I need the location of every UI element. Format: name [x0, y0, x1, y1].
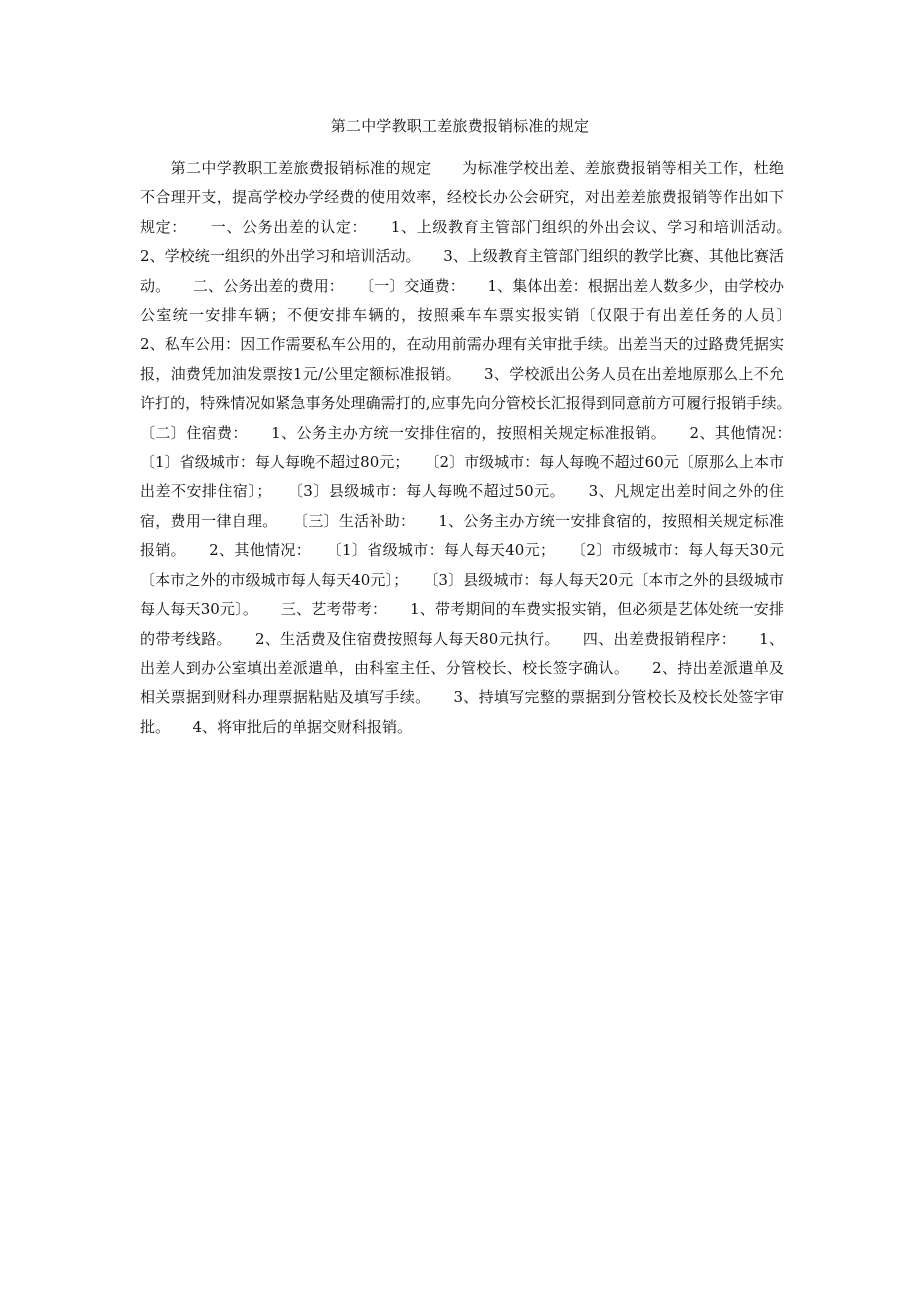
document-body-paragraph: 第二中学教职工差旅费报销标准的规定 为标准学校出差、差旅费报销等相关工作，杜绝不合理开支，提高学校办学经费的使用效率，经校长办公会研究，对出差差旅费报销等作出如下规定： 一、公务出差的认定： 1、上级教育主管部门组织的外出会议、学习和培训活动。 2、学校统一组织的外出学习和培训活动。 3、上级教育主管部门组织的教学比赛、其他比赛活动。 二、公务出差的费用： 〔一〕交通费： 1、集体出差：根据出差人数多少，由学校办公室统一安排车辆；不便安排车辆的，按照乘车车票实报实销〔仅限于有出差任务的人员〕 2、私车公用：因工作需要私车公用的，在动用前需办理有关审批手续。出差当天的过路费凭据实报，油费凭加油发票按1元/公里定额标准报销。 3、学校派出公务人员在出差地原那么上不允许打的，特殊情况如紧急事务处理确需打的,应事先向分管校长汇报得到同意前方可履行报销手续。 〔二〕住宿费： 1、公务主办方统一安排住宿的，按照相关规定标准报销。 2、其他情况： 〔1〕省级城市：每人每晚不超过80元； 〔2〕市级城市：每人每晚不超过60元〔原那么上本市出差不安排住宿〕； 〔3〕县级城市：每人每晚不超过50元。 3、凡规定出差时间之外的住宿，费用一律自理。 〔三〕生活补助： 1、公务主办方统一安排食宿的，按照相关规定标准报销。 2、其他情况： 〔1〕省级城市：每人每天40元； 〔2〕市级城市：每人每天30元〔本市之外的市级城市每人每天40元〕； 〔3〕县级城市：每人每天20元〔本市之外的县级城市每人每天30元〕。 三、艺考带考： 1、带考期间的车费实报实销，但必须是艺体处统一安排的带考线路。 2、生活费及住宿费按照每人每天80元执行。 四、出差费报销程序： 1、出差人到办公室填出差派遣单，由科室主任、分管校长、校长签字确认。 2、持出差派遣单及相关票据到财科办理票据粘贴及填写手续。 3、持填写完整的票据到分管校长及校长处签字审批。 4、将审批后的单据交财科报销。 — [140, 159, 815, 736]
document-title: 第二中学教职工差旅费报销标准的规定 — [330, 117, 590, 135]
